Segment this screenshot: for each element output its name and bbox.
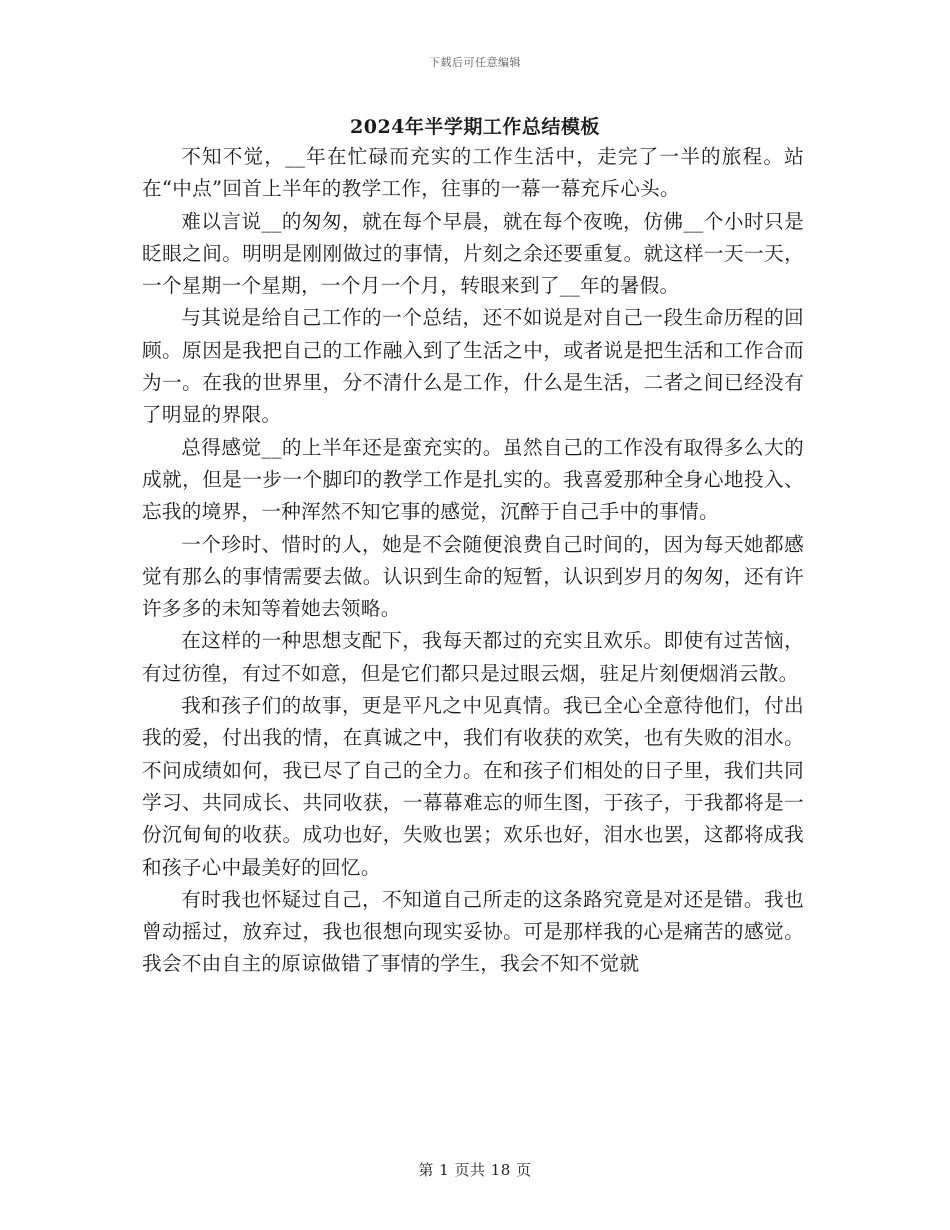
paragraph-7: 我和孩子们的故事，更是平凡之中见真情。我已全心全意待他们，付出我的爱，付出我的情，在真诚之中，我们有收获的欢笑，也有失败的泪水。不问成绩如何，我已尽了自己的全力。在和孩子们相处的日子里，我们共同学习、共同成长、共同收获，一幕幕难忘的师生图，于孩子，于我都将是一份沉甸甸的收获。成功也好，失败也罢；欢乐也好，泪水也罢，这都将成我和孩子心中最美好的回忆。	[142, 694, 804, 879]
paragraph-1: 不知不觉，__年在忙碌而充实的工作生活中，走完了一半的旅程。站在“中点”回首上半年的教学工作，往事的一幕一幕充斥心头。	[142, 145, 804, 201]
paragraph-4: 总得感觉__的上半年还是蛮充实的。虽然自己的工作没有取得多么大的成就，但是一步一个脚印的教学工作是扎实的。我喜爱那种全身心地投入、忘我的境界，一种浑然不知它事的感觉，沉醉于自己手中的事情。	[142, 435, 804, 524]
document-body	[142, 141, 804, 981]
page-number-footer: 第 1 页共 18 页	[418, 1161, 532, 1179]
paragraph-6: 在这样的一种思想支配下，我每天都过的充实且欢乐。即使有过苦恼，有过彷徨，有过不如意，但是它们都只是过眼云烟，驻足片刻便烟消云散。	[142, 629, 804, 685]
paragraph-5: 一个珍时、惜时的人，她是不会随便浪费自己时间的，因为每天她都感觉有那么的事情需要去做。认识到生命的短暂，认识到岁月的匆匆，还有许许多多的未知等着她去领略。	[142, 532, 804, 621]
page-header-note: 下载后可任意编辑	[429, 56, 521, 69]
document-title: 2024年半学期工作总结模板	[350, 116, 600, 138]
paragraph-2: 难以言说__的匆匆，就在每个早晨，就在每个夜晚，仿佛__个小时只是眨眼之间。明明是刚刚做过的事情，片刻之余还要重复。就这样一天一天，一个星期一个星期，一个月一个月，转眼来到了__年的暑假。	[142, 209, 804, 298]
paragraph-8: 有时我也怀疑过自己，不知道自己所走的这条路究竟是对还是错。我也曾动摇过，放弃过，我也很想向现实妥协。可是那样我的心是痛苦的感觉。我会不由自主的原谅做错了事情的学生，我会不知不觉就	[142, 887, 804, 976]
paragraph-3: 与其说是给自己工作的一个总结，还不如说是对自己一段生命历程的回顾。原因是我把自己的工作融入到了生活之中，或者说是把生活和工作合而为一。在我的世界里，分不清什么是工作，什么是生活，二者之间已经没有了明显的界限。	[142, 306, 804, 427]
